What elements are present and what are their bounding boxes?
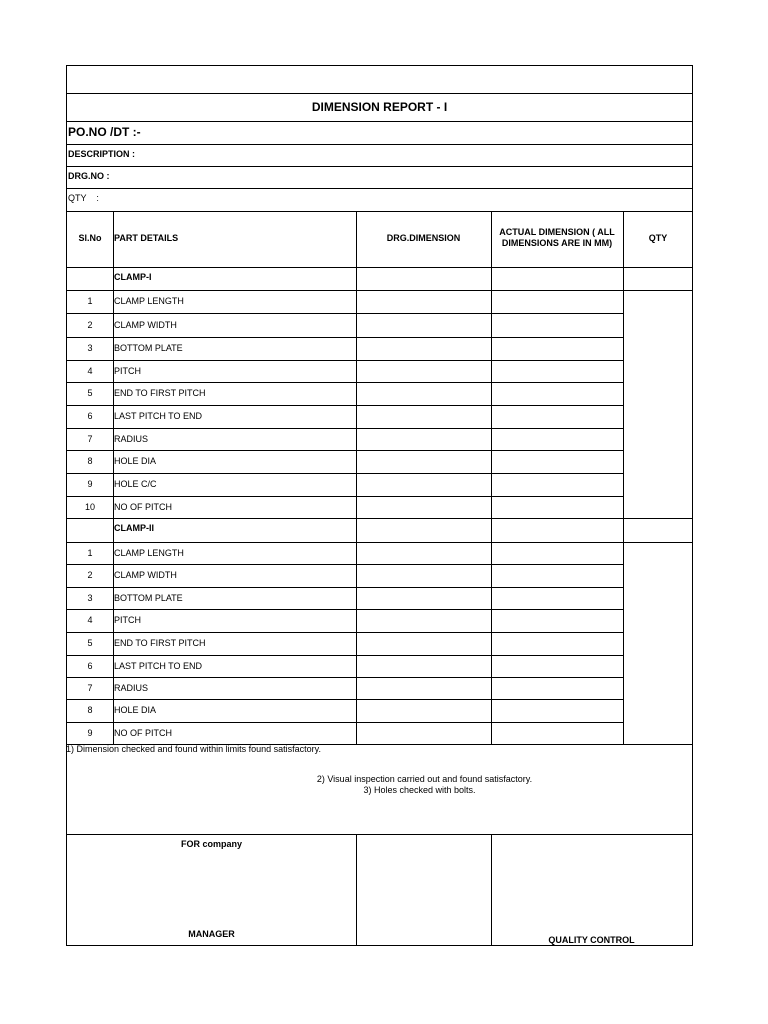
- divider: [356, 290, 357, 313]
- table-row-slno: 7: [87, 683, 93, 693]
- for-company-label: FOR company: [180, 839, 242, 849]
- divider: [356, 722, 357, 744]
- header-qty: QTY: [648, 233, 668, 243]
- divider: [491, 542, 492, 564]
- table-row-part: CLAMP WIDTH: [114, 320, 177, 330]
- table-row-part: RADIUS: [114, 683, 149, 693]
- divider: [67, 609, 623, 610]
- divider: [356, 450, 357, 473]
- divider: [623, 518, 624, 542]
- divider: [356, 518, 357, 542]
- report-title: DIMENSION REPORT - I: [311, 100, 448, 114]
- description-label: DESCRIPTION :: [68, 149, 136, 159]
- divider: [623, 542, 624, 564]
- divider: [491, 609, 492, 632]
- divider: [113, 382, 114, 405]
- divider: [113, 360, 114, 382]
- divider: [491, 722, 492, 744]
- table-row-part: CLAMP LENGTH: [114, 548, 184, 558]
- divider: [623, 564, 624, 587]
- table-row-slno: 9: [87, 728, 93, 738]
- divider: [113, 655, 114, 677]
- divider: [113, 609, 114, 632]
- header-part-details: PART DETAILS: [114, 233, 179, 243]
- divider: [491, 564, 492, 587]
- table-row-part: NO OF PITCH: [114, 502, 172, 512]
- divider: [623, 496, 624, 518]
- divider: [491, 587, 492, 609]
- divider: [356, 542, 357, 564]
- divider: [113, 313, 114, 337]
- table-row-slno: 2: [87, 320, 93, 330]
- divider: [623, 290, 624, 313]
- divider: [356, 428, 357, 450]
- table-row-slno: 8: [87, 456, 93, 466]
- table-row-part: CLAMP LENGTH: [114, 296, 184, 306]
- divider: [67, 267, 692, 268]
- divider: [356, 405, 357, 428]
- table-row-slno: 7: [87, 434, 93, 444]
- divider: [491, 290, 492, 313]
- divider: [623, 450, 624, 473]
- table-row-slno: 2: [87, 570, 93, 580]
- table-row-part: HOLE DIA: [114, 705, 157, 715]
- divider: [623, 542, 692, 543]
- divider: [113, 405, 114, 428]
- divider: [67, 632, 623, 633]
- table-row-slno: 6: [87, 411, 93, 421]
- divider: [67, 587, 623, 588]
- divider: [491, 473, 492, 496]
- divider: [491, 632, 492, 655]
- divider: [491, 382, 492, 405]
- quality-control-label: QUALITY CONTROL: [548, 935, 635, 945]
- divider: [491, 267, 492, 290]
- divider: [67, 93, 692, 94]
- divider: [67, 166, 692, 167]
- table-row-part: RADIUS: [114, 434, 149, 444]
- divider: [623, 473, 624, 496]
- divider: [623, 744, 692, 745]
- group-name: CLAMP-I: [114, 272, 152, 282]
- table-row-slno: 3: [87, 593, 93, 603]
- divider: [623, 587, 624, 609]
- divider: [356, 655, 357, 677]
- divider: [67, 188, 692, 189]
- divider: [491, 496, 492, 518]
- table-row-slno: 3: [87, 343, 93, 353]
- header-slno: Sl.No: [78, 233, 102, 243]
- divider: [356, 211, 357, 267]
- table-row-part: CLAMP WIDTH: [114, 570, 177, 580]
- divider: [113, 496, 114, 518]
- table-row-slno: 10: [84, 502, 95, 512]
- header-drg-dimension: DRG.DIMENSION: [386, 233, 461, 243]
- divider: [491, 655, 492, 677]
- table-row-part: LAST PITCH TO END: [114, 661, 203, 671]
- table-row-slno: 4: [87, 366, 93, 376]
- table-row-part: HOLE C/C: [114, 479, 157, 489]
- group-name: CLAMP-II: [114, 523, 154, 533]
- divider: [491, 337, 492, 360]
- divider: [356, 609, 357, 632]
- drg-no-label: DRG.NO :: [68, 171, 110, 181]
- divider: [113, 677, 114, 699]
- divider: [67, 542, 623, 543]
- table-row-part: NO OF PITCH: [114, 728, 172, 738]
- divider: [67, 699, 623, 700]
- divider: [113, 564, 114, 587]
- table-row-slno: 1: [87, 548, 93, 558]
- divider: [356, 496, 357, 518]
- divider: [67, 313, 623, 314]
- table-row-part: LAST PITCH TO END: [114, 411, 203, 421]
- table-row-slno: 6: [87, 661, 93, 671]
- table-row-slno: 8: [87, 705, 93, 715]
- divider: [491, 405, 492, 428]
- divider: [356, 632, 357, 655]
- table-row-part: PITCH: [114, 366, 141, 376]
- divider: [67, 337, 623, 338]
- divider: [67, 360, 623, 361]
- divider: [491, 834, 492, 946]
- table-row-slno: 5: [87, 638, 93, 648]
- divider: [113, 428, 114, 450]
- divider: [356, 473, 357, 496]
- divider: [113, 518, 114, 542]
- divider: [623, 632, 624, 655]
- divider: [491, 313, 492, 337]
- table-row-part: END TO FIRST PITCH: [114, 638, 206, 648]
- divider: [113, 699, 114, 722]
- note-3: 3) Holes checked with bolts.: [363, 785, 476, 795]
- divider: [113, 722, 114, 744]
- table-row-part: HOLE DIA: [114, 456, 157, 466]
- divider: [67, 144, 692, 145]
- table-row-slno: 1: [87, 296, 93, 306]
- divider: [491, 677, 492, 699]
- divider: [491, 428, 492, 450]
- divider: [67, 290, 623, 291]
- divider: [67, 211, 692, 212]
- table-row-slno: 9: [87, 479, 93, 489]
- divider: [67, 518, 623, 519]
- divider: [491, 518, 492, 542]
- divider: [623, 360, 624, 382]
- divider: [623, 518, 692, 519]
- divider: [113, 290, 114, 313]
- table-row-part: BOTTOM PLATE: [114, 593, 183, 603]
- divider: [356, 313, 357, 337]
- divider: [623, 267, 624, 290]
- divider: [356, 677, 357, 699]
- divider: [113, 267, 114, 290]
- dimension-report-sheet: [66, 65, 693, 946]
- divider: [67, 428, 623, 429]
- divider: [113, 450, 114, 473]
- table-row-slno: 5: [87, 388, 93, 398]
- divider: [491, 211, 492, 267]
- divider: [623, 428, 624, 450]
- divider: [623, 290, 692, 291]
- divider: [356, 360, 357, 382]
- divider: [67, 450, 623, 451]
- manager-label: MANAGER: [188, 929, 235, 939]
- divider: [67, 564, 623, 565]
- divider: [67, 496, 623, 497]
- divider: [113, 337, 114, 360]
- note-1: 1) Dimension checked and found within limits found satisfactory.: [66, 744, 321, 754]
- note-2: 2) Visual inspection carried out and found satisfactory.: [316, 774, 533, 784]
- table-row-part: BOTTOM PLATE: [114, 343, 183, 353]
- table-row-part: PITCH: [114, 615, 141, 625]
- po-label: PO.NO /DT :-: [68, 125, 141, 139]
- divider: [491, 360, 492, 382]
- divider: [356, 564, 357, 587]
- divider: [623, 382, 624, 405]
- divider: [356, 382, 357, 405]
- divider: [67, 473, 623, 474]
- header-actual-dimension-line2: DIMENSIONS ARE IN MM): [501, 238, 613, 248]
- divider: [623, 655, 624, 677]
- divider: [623, 699, 624, 722]
- divider: [623, 722, 624, 744]
- divider: [491, 699, 492, 722]
- divider: [356, 834, 357, 946]
- divider: [67, 121, 692, 122]
- divider: [623, 313, 624, 337]
- divider: [67, 677, 623, 678]
- divider: [113, 587, 114, 609]
- divider: [356, 587, 357, 609]
- divider: [67, 834, 692, 835]
- table-row-part: END TO FIRST PITCH: [114, 388, 206, 398]
- qty-label: QTY :: [68, 193, 99, 203]
- divider: [113, 211, 114, 267]
- divider: [67, 655, 623, 656]
- divider: [623, 211, 624, 267]
- divider: [623, 609, 624, 632]
- divider: [356, 699, 357, 722]
- divider: [113, 632, 114, 655]
- divider: [67, 382, 623, 383]
- header-actual-dimension-line1: ACTUAL DIMENSION ( ALL: [499, 227, 615, 237]
- divider: [623, 405, 624, 428]
- divider: [491, 450, 492, 473]
- divider: [623, 677, 624, 699]
- table-row-slno: 4: [87, 615, 93, 625]
- divider: [623, 337, 624, 360]
- divider: [356, 267, 357, 290]
- divider: [113, 473, 114, 496]
- divider: [67, 722, 623, 723]
- divider: [67, 405, 623, 406]
- divider: [113, 542, 114, 564]
- divider: [356, 337, 357, 360]
